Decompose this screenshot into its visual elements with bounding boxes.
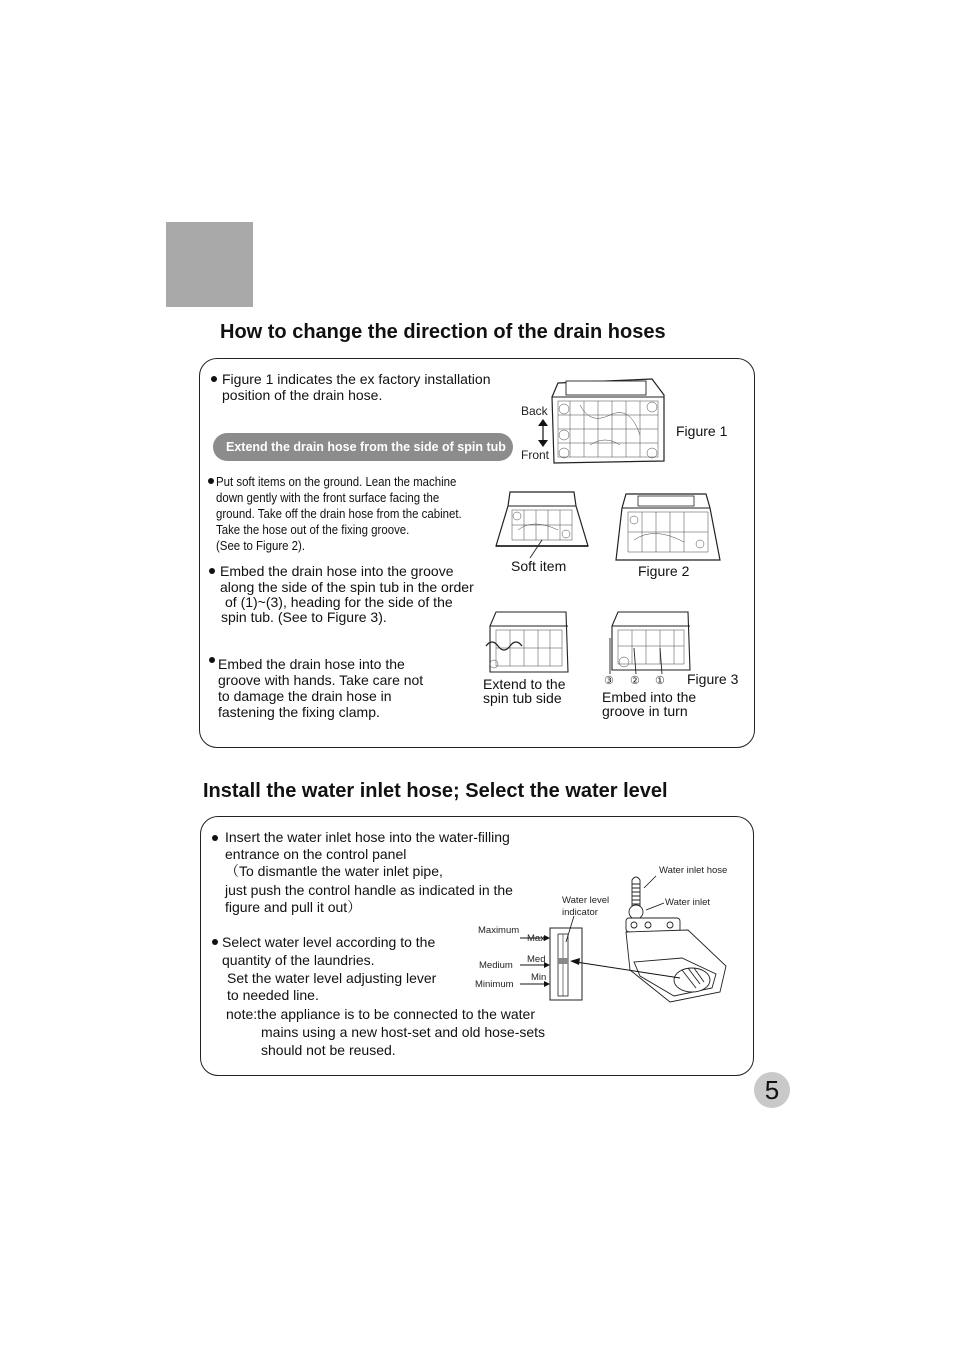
section-title-drain-hoses: How to change the direction of the drain hoses xyxy=(220,321,666,343)
groove-number-1: ① xyxy=(655,675,665,687)
insert-hose-line-1: Insert the water inlet hose into the water-filling xyxy=(225,829,510,845)
set-lever-line-1: Set the water level adjusting lever xyxy=(227,970,437,986)
figure-3-machine-left xyxy=(484,608,572,676)
figure-2-machine-tilted xyxy=(494,490,590,552)
header-gray-block xyxy=(166,222,253,307)
insert-hose-line-2: entrance on the control panel xyxy=(225,846,407,862)
insert-hose-line-3: （To dismantle the water inlet pipe, xyxy=(225,863,443,879)
front-label: Front xyxy=(521,448,550,462)
note-line-2: mains using a new host-set and old hose-sets xyxy=(261,1024,546,1040)
figure-2-caption: Figure 2 xyxy=(638,563,690,579)
groove-number-3: ③ xyxy=(604,675,614,687)
figure-1-machine-illustration xyxy=(540,375,670,470)
soft-items-line-5: (See to Figure 2). xyxy=(216,538,306,553)
bullet-dot xyxy=(212,835,218,841)
select-level-line-2: quantity of the laundries. xyxy=(222,952,375,968)
embed-groove-line-2: groove in turn xyxy=(602,703,688,719)
label-water-inlet: Water inlet xyxy=(665,897,711,908)
back-front-arrow xyxy=(536,418,550,448)
bullet-dot xyxy=(211,376,217,382)
label-minimum: Minimum xyxy=(475,979,514,990)
embed-order-line-1: Embed the drain hose into the groove xyxy=(220,563,454,579)
embed-hands-line-1: Embed the drain hose into the xyxy=(218,656,405,672)
back-label: Back xyxy=(521,404,548,418)
label-medium: Medium xyxy=(479,960,513,971)
fig1-description-line-1: Figure 1 indicates the ex factory installation xyxy=(222,371,491,387)
embed-groove-line-1: Embed into the xyxy=(602,689,697,705)
extend-hose-label: Extend the drain hose from the side of spin tub xyxy=(213,433,513,461)
label-med: Med xyxy=(527,954,546,965)
embed-order-line-2: along the side of the spin tub in the order xyxy=(220,579,474,595)
insert-hose-line-4: just push the control handle as indicated in the xyxy=(225,882,513,898)
extend-spin-tub-line-2: spin tub side xyxy=(483,690,562,706)
page-number: 5 xyxy=(754,1072,790,1108)
label-max: Max xyxy=(527,933,545,944)
label-maximum: Maximum xyxy=(478,925,520,936)
bullet-dot xyxy=(209,657,215,663)
embed-order-line-3: of (1)~(3), heading for the side of the xyxy=(225,594,453,610)
bullet-dot xyxy=(212,939,218,945)
bullet-dot xyxy=(208,478,214,484)
note-line-1: note:the appliance is to be connected to the water xyxy=(226,1006,535,1022)
note-line-3: should not be reused. xyxy=(261,1042,396,1058)
label-indicator-2: indicator xyxy=(562,907,598,918)
embed-hands-line-4: fastening the fixing clamp. xyxy=(218,704,380,720)
insert-hose-line-5: figure and pull it out） xyxy=(225,899,362,915)
figure-3-caption: Figure 3 xyxy=(687,671,739,687)
embed-hands-line-3: to damage the drain hose in xyxy=(218,688,392,704)
section-title-water-inlet: Install the water inlet hose; Select the water level xyxy=(203,780,668,802)
washing-machine-top-illustration xyxy=(570,870,735,1005)
label-min: Min xyxy=(531,972,547,983)
groove-number-2: ② xyxy=(630,675,640,687)
bullet-dot xyxy=(209,568,215,574)
fig1-description-line-2: position of the drain hose. xyxy=(222,387,383,403)
soft-items-line-4: Take the hose out of the fixing groove. xyxy=(216,522,410,537)
set-lever-line-2: to needed line. xyxy=(227,987,319,1003)
figure-2-machine-front xyxy=(614,490,724,562)
soft-item-label: Soft item xyxy=(511,558,567,574)
label-water-inlet-hose: Water inlet hose xyxy=(659,865,728,876)
soft-items-line-1: Put soft items on the ground. Lean the machine xyxy=(216,474,457,489)
embed-order-line-4: spin tub. (See to Figure 3). xyxy=(221,609,387,625)
label-indicator-1: Water level xyxy=(562,895,610,906)
soft-items-line-2: down gently with the front surface facing the xyxy=(216,490,440,505)
select-level-line-1: Select water level according to the xyxy=(222,934,436,950)
soft-items-line-3: ground. Take off the drain hose from the cabinet. xyxy=(216,506,462,521)
embed-hands-line-2: groove with hands. Take care not xyxy=(218,672,424,688)
figure-1-caption: Figure 1 xyxy=(676,423,728,439)
extend-spin-tub-line-1: Extend to the xyxy=(483,676,566,692)
figure-3-machine-right xyxy=(604,608,694,674)
